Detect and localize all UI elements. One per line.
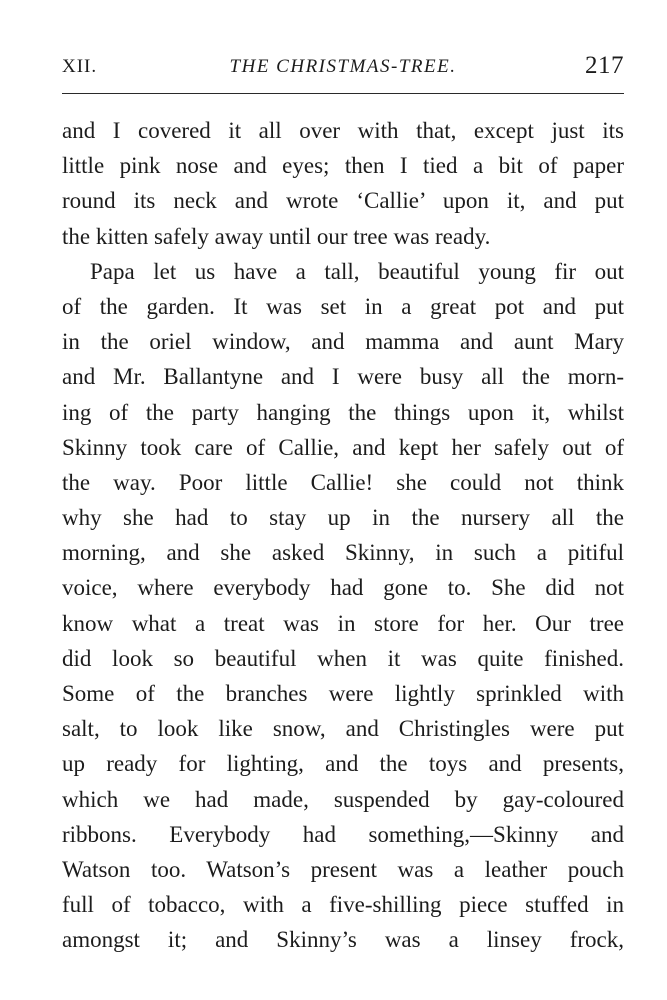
text-line: salt, to look like snow, and Christingles were put (62, 716, 624, 742)
text-line: full of tobacco, with a five-shilling piece stuffed in (62, 892, 624, 918)
running-title: THE CHRISTMAS-TREE. (229, 56, 457, 77)
running-header (62, 52, 624, 82)
text-line: up ready for lighting, and the toys and presents, (62, 751, 624, 777)
text-line: why she had to stay up in the nursery all the (62, 505, 624, 531)
body-text (62, 113, 624, 958)
text-line: voice, where everybody had gone to. She did not (62, 575, 624, 601)
text-line: ing of the party hanging the things upon it, whilst (62, 399, 624, 425)
text-line: and Mr. Ballantyne and I were busy all the morn- (62, 364, 624, 390)
text-line: round its neck and wrote ‘Callie’ upon it, and put (62, 188, 624, 214)
text-line: morning, and she asked Skinny, in such a pitiful (62, 540, 624, 566)
text-line-paragraph-end: the kitten safely away until our tree was ready. (62, 223, 491, 249)
text-line: little pink nose and eyes; then I tied a bit of paper (62, 153, 624, 179)
text-line: amongst it; and Skinny’s was a linsey frock, (62, 927, 624, 953)
text-line-paragraph-start: Papa let us have a tall, beautiful young fir out (90, 258, 624, 284)
text-line: of the garden. It was set in a great pot and put (62, 293, 624, 319)
text-line: which we had made, suspended by gay-coloured (62, 786, 624, 812)
text-line: know what a treat was in store for her. Our tree (62, 610, 624, 636)
text-line: in the oriel window, and mamma and aunt Mary (62, 329, 624, 355)
text-line: Watson too. Watson’s present was a leather pouch (62, 856, 624, 882)
header-rule (62, 93, 624, 94)
text-line: Skinny took care of Callie, and kept her safely out of (62, 434, 624, 460)
chapter-number: XII. (62, 56, 98, 77)
text-line: did look so beautiful when it was quite finished. (62, 645, 624, 671)
text-line: and I covered it all over with that, except just its (62, 118, 624, 143)
text-line: ribbons. Everybody had something,—Skinny and (62, 821, 624, 847)
text-line: Some of the branches were lightly sprinkled with (62, 681, 624, 706)
text-line: the way. Poor little Callie! she could not think (62, 469, 624, 495)
page-number: 217 (585, 52, 624, 79)
